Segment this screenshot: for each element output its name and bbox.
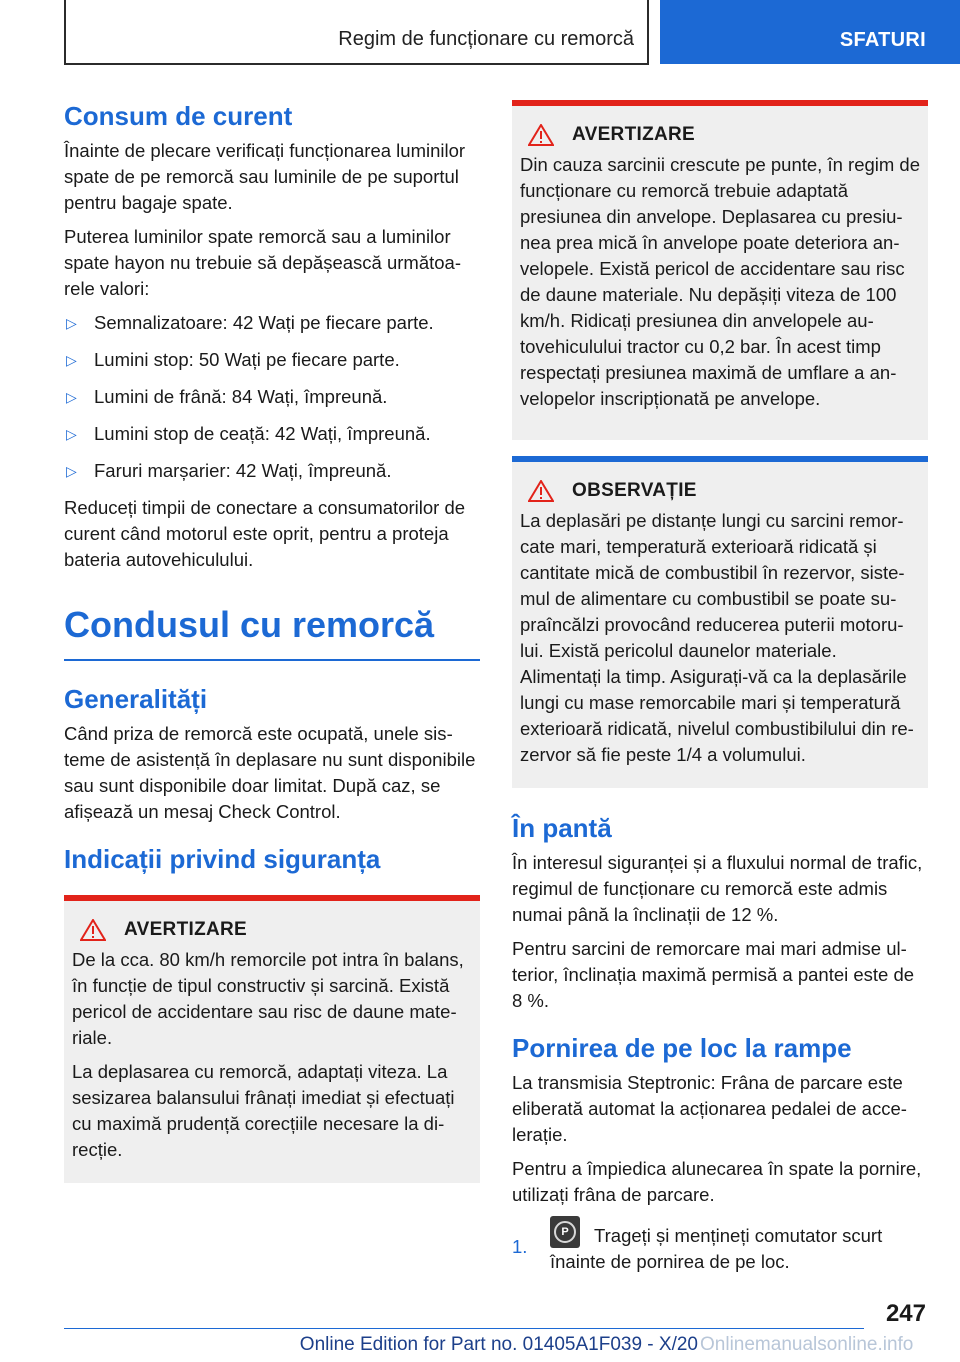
heading-consum: Consum de curent [64,101,293,131]
left-column [64,100,480,1183]
header-right-border [647,0,649,64]
step-item [512,1216,928,1275]
bullet-list [64,310,480,484]
paragraph: În interesul siguranței și a fluxului normal de trafic, regimul de funcționare cu remorcă este admis numai până la înclinații de 12 %. [512,852,923,925]
footer-rule [64,1328,864,1329]
heading-slope: În pantă [512,813,612,843]
watermark: Onlinemanualsonline.info [700,1334,914,1355]
list-item: ▷ Lumini de frână: 84 Wați, împreună. [64,384,480,410]
heading-safety: Indicații privind siguranța [64,844,381,874]
warning-triangle-icon [528,124,554,146]
paragraph: Când priza de remorcă este ocupată, unele sisteme de asistență în deplasare nu sunt disponibile sau sunt disponibile doar limitat. După caz, se afișează un mesaj Check Control. [64,723,476,822]
warning-triangle-icon [80,919,106,941]
note-text: La deplasări pe distanțe lungi cu sarcini remorcate mari, temperatură exterioară ridicată și cantitate mică de combustibil în rezervor, sistemul de alimentare cu combustibil se poate supraîncălzi provocând reducerea puterii motorului. Există pericolul daunelor materiale. Alimentați la timp. Asigurați-vă ca la deplasările lungi cu mase remorcabile mari și temperatură exterioară ridicată, nivelul combustibilului din rezervor să fie peste 1/4 a volumului. [520,510,914,765]
edition-info: Online Edition for Part no. 01405A1F039 - X/20 [299,1334,698,1355]
chapter-tab-label: SFATURI [839,29,926,51]
parking-brake-switch-icon: P [550,1216,580,1248]
note-label: OBSERVAȚIE [572,480,697,501]
triangle-bullet-icon: ▷ [66,463,77,479]
warning-triangle-icon [528,480,554,502]
triangle-bullet-icon: ▷ [66,426,77,442]
list-item: ▷ Lumini stop de ceață: 42 Wați, împreună. [64,421,480,447]
triangle-bullet-icon: ▷ [66,389,77,405]
paragraph: Pentru a împiedica alunecarea în spate la pornire, utilizați frâna de parcare. [512,1158,922,1205]
header-left-border [64,0,66,64]
step-text: Trageți și mențineți comutator scurt înainte de pornirea de pe loc. [550,1225,883,1272]
note-box [512,456,928,788]
step-list [512,1216,928,1275]
list-item: ▷ Semnalizatoare: 42 Wați pe fiecare parte. [64,310,480,336]
warning-text: De la cca. 80 km/h remorcile pot intra în balans, în funcție de tipul constructiv și sarcină. Există pericol de accidentare sau risc de daune materiale. [72,949,464,1048]
paragraph: Pentru sarcini de remorcare mai mari admise ulterior, înclinația maximă permisă a pantei este de 8 %. [512,938,915,1011]
paragraph: Reduceți timpii de conectare a consumatorilor de curent când motorul este oprit, pentru a proteja bateria autovehiculului. [64,497,466,570]
chapter-tab[interactable] [660,0,960,64]
warning-box [512,100,928,440]
warning-label: AVERTIZARE [572,124,695,145]
header-rule [64,63,649,65]
heading-general: Generalități [64,684,208,714]
chapter-heading: Condusul cu remorcă [64,604,435,645]
right-column [512,100,928,1275]
paragraph: Înainte de plecare verificați funcționarea luminilor spate de pe remorcă sau luminile de pe suportul pentru bagaje spate. [64,140,466,213]
triangle-bullet-icon: ▷ [66,352,77,368]
chapter-rule [64,659,480,661]
paragraph: La transmisia Steptronic: Frâna de parcare este eliberată automat la acționarea pedalei de accelerație. [512,1072,907,1145]
warning-label: AVERTIZARE [124,919,247,940]
warning-text: La deplasarea cu remorcă, adaptați viteza. La sesizarea balansului frânați imediat și efectuați cu maximă prudență corecțiile necesare la direcție. [72,1061,455,1160]
paragraph: Puterea luminilor spate remorcă sau a luminilor spate hayon nu trebuie să depășească următoarele valori: [64,226,461,299]
page-number: 247 [885,1300,926,1327]
warning-text: Din cauza sarcinii crescute pe punte, în regim de funcționare cu remorcă trebuie adaptată presiunea din anvelope. Deplasarea cu presiunea prea mică în anvelope poate deteriora anvelopele. Există pericol de accidentare sau risc de daune materiale. Nu depășiți viteza de 100 km/h. Ridicați presiunea din anvelopele autovehiculului tractor cu 0,2 bar. În acest timp respectați presiunea maximă de umflare a anvelopelor inscripționată pe anvelope. [520,154,921,409]
triangle-bullet-icon: ▷ [66,315,77,331]
heading-ramp: Pornirea de pe loc la rampe [512,1033,852,1063]
step-number: 1. [512,1236,528,1257]
list-item: ▷ Lumini stop: 50 Wați pe fiecare parte. [64,347,480,373]
warning-box [64,895,480,1183]
list-item: ▷ Faruri marșarier: 42 Wați, împreună. [64,458,480,484]
section-title: Regim de funcționare cu remorcă [338,28,634,50]
